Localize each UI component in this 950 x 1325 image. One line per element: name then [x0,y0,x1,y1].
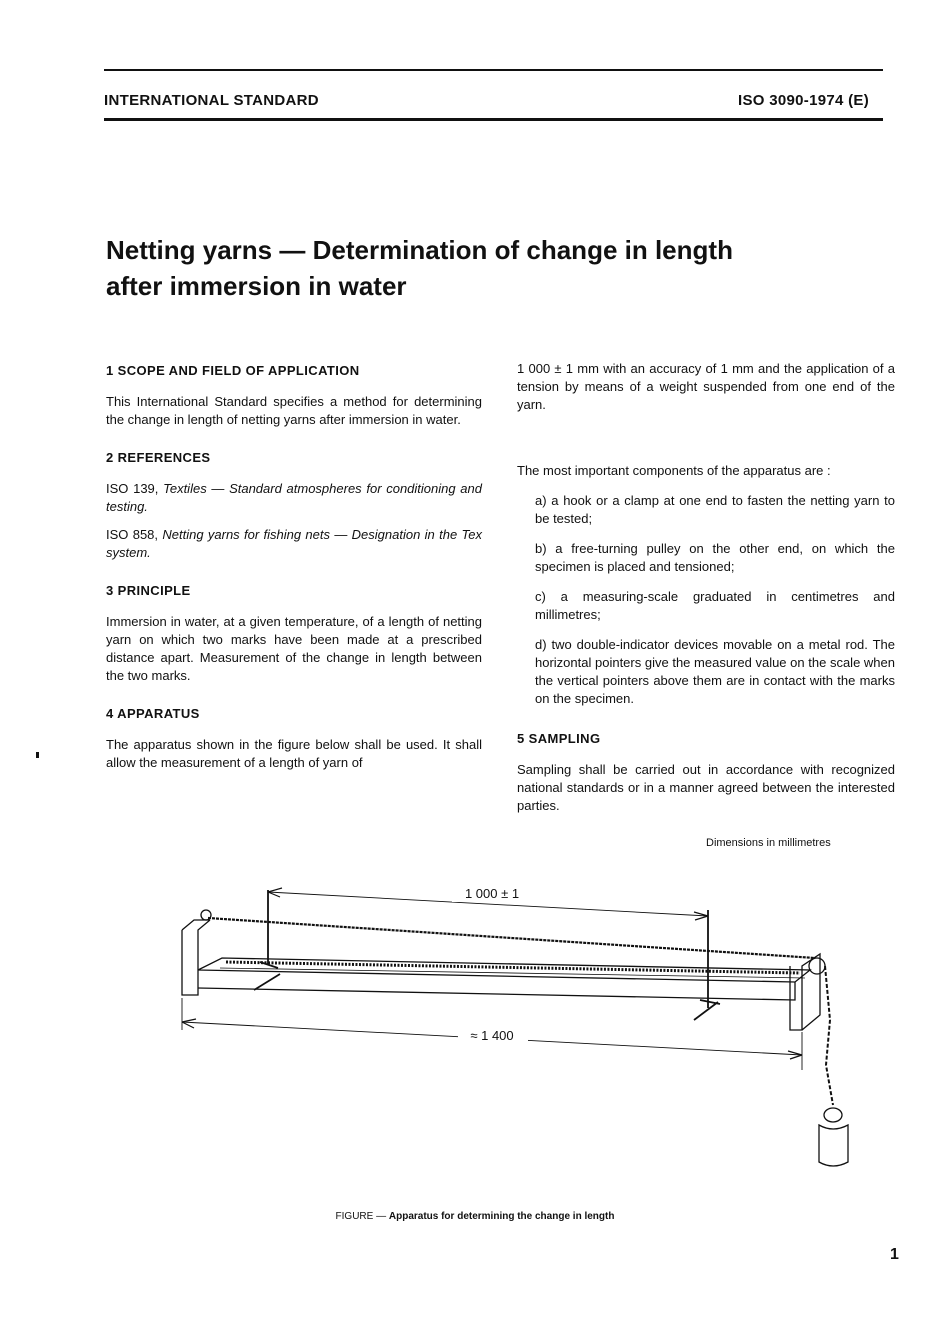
section-references [106,449,482,562]
page-number: 1 [890,1246,899,1263]
section-text: Immersion in water, at a given temperature, of a length of netting yarn on which two marks have been made at a prescribed distance apart. Measurement of the change in length between the two marks. [106,614,482,683]
dimension-bottom-label: ≈ 1 400 [470,1028,514,1043]
indicator-right [694,910,720,1020]
component-item: b) a free-turning pulley on the other end, on which the specimen is placed and tensioned; [535,541,895,574]
base-rail [198,958,810,982]
component-item: c) a measuring-scale graduated in centimetres and millimetres; [535,589,895,622]
section-text: This International Standard specifies a method for determining the change in length of netting yarns after immersion in water. [106,394,482,427]
components-intro: The most important components of the apparatus are : [517,463,831,478]
title-line-2: after immersion in water [106,271,407,301]
clamp [201,910,211,920]
section-heading: 3 PRINCIPLE [106,583,191,598]
reference-iso-139: ISO 139, Textiles — Standard atmospheres for conditioning and testing. [106,481,482,514]
dimension-top-label: 1 000 ± 1 [464,886,520,901]
figure-caption: FIGURE — Apparatus for determining the change in length [335,1211,615,1222]
header-standard-label: INTERNATIONAL STANDARD [104,92,319,109]
section-text: Sampling shall be carried out in accordance with recognized national standards or in a manner agreed between the interested parties. [517,762,895,813]
margin-mark [36,752,39,758]
component-item: a) a hook or a clamp at one end to fasten the netting yarn to be tested; [535,493,895,526]
page-title [106,232,826,304]
header-bottom-rule [104,118,883,121]
header-iso-number: ISO 3090-1974 (E) [738,92,870,109]
left-post [182,920,210,995]
apparatus-figure [170,870,870,1180]
section-text: The apparatus shown in the figure below shall be used. It shall allow the measurement of a length of yarn of [106,737,482,770]
left-column [106,362,482,792]
reference-iso-858: ISO 858, Netting yarns for fishing nets — Designation in the Tex system. [106,527,482,560]
yarn-specimen [208,918,815,958]
indicator-left [254,890,280,990]
section-scope [106,362,482,429]
section-heading: 4 APPARATUS [106,706,200,721]
dimensions-note: Dimensions in millimetres [706,837,831,849]
right-column [517,360,895,835]
weight [819,1125,848,1166]
section-apparatus [106,705,482,772]
component-item: d) two double-indicator devices movable on a metal rod. The horizontal pointers give the measured value on the scale when the vertical pointers above them are in contact with the marks on the specimen. [535,637,895,706]
header-top-rule [104,69,883,71]
pulley [809,958,825,974]
section-sampling [517,730,895,815]
section-heading: 5 SAMPLING [517,731,601,746]
section-principle [106,582,482,685]
section-heading: 1 SCOPE AND FIELD OF APPLICATION [106,363,360,378]
section-heading: 2 REFERENCES [106,450,211,465]
apparatus-text-continued: 1 000 ± 1 mm with an accuracy of 1 mm and the application of a tension by means of a weight suspended from one end of the yarn. [517,361,895,412]
title-line-1: Netting yarns — Determination of change in length [106,235,733,265]
hanging-cord [825,966,833,1105]
